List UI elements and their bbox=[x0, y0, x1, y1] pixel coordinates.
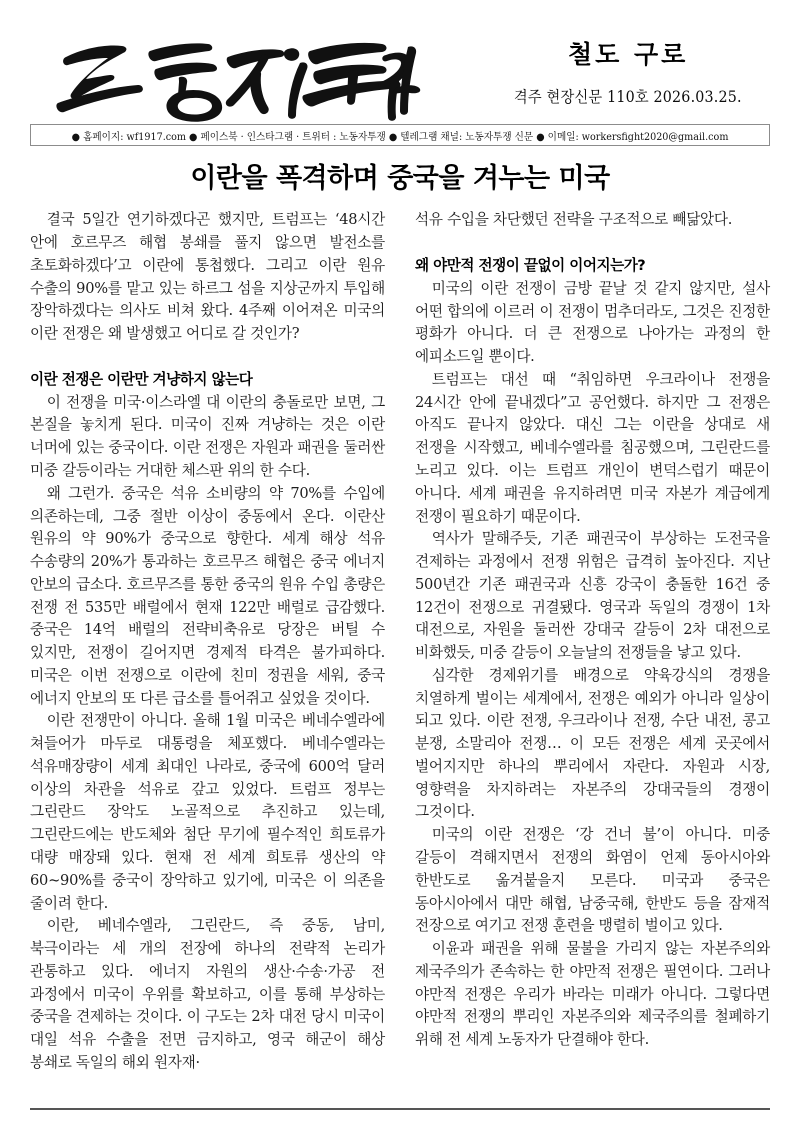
subheading-1: 이란 전쟁은 이란만 겨냥하지 않는다 bbox=[30, 370, 253, 388]
right-column bbox=[415, 209, 770, 1051]
paragraph: 심각한 경제위기를 배경으로 약육강식의 경쟁을 치열하게 벌이는 세계에서, 전쟁은 예외가 아니라 일상이 되고 있다. 이란 전쟁, 우크라이나 전쟁, 수단 내전, 콩고 분쟁, 소말리아 전쟁… 이 모든 전쟁은 세계 곳곳에서 벌어지지만 하나의 뿌리에서 자란다. 자원과 시장, 영향력을 차지하려는 자본주의 강대국들의 경쟁이 그것이다. bbox=[415, 666, 770, 821]
paragraph: 왜 그런가. 중국은 석유 소비량의 약 70%를 수입에 의존하는데, 그중 절반 이상이 중동에서 온다. 이란산 원유의 약 90%가 중국으로 향한다. 세계 해상 석유 수송량의 20%가 통과하는 호르무즈 해협은 중국 에너지 안보의 급소다. 호르무즈를 통한 중국의 원유 수입 총량은 전쟁 전 535만 배럴에서 현재 122만 배럴로 급감했다. 중국은 14억 배럴의 전략비축유로 당장은 버틸 수 있지만, 전쟁이 길어지면 경제적 타격은 불가피하다. 미국은 이번 전쟁으로 이란에 친미 정권을 세워, 중국 에너지 안보의 또 다른 급소를 틀어쥐고 싶었을 것이다. bbox=[30, 484, 385, 707]
paragraph-continuation: 석유 수입을 차단했던 전략을 구조적으로 빼닮았다. bbox=[415, 211, 733, 229]
article-body bbox=[30, 209, 770, 1074]
footer-divider bbox=[30, 1108, 770, 1110]
paragraph: 트럼프는 대선 때 “취임하면 우크라이나 전쟁을 24시간 안에 끝내겠다”고 공언했다. 하지만 그 전쟁은 아직도 끝나지 않았다. 대신 그는 이란을 상대로 새 전쟁을 시작했고, 베네수엘라를 침공했으며, 그린란드를 노리고 있다. 이는 트럼프 개인이 변덕스럽기 때문이 아니다. 세계 패권을 유지하려면 미국 자본가 계급에게 전쟁이 필요하기 때문이다. bbox=[415, 370, 770, 525]
left-column bbox=[30, 209, 385, 1074]
paragraph: 미국의 이란 전쟁이 금방 끝날 것 같지 않지만, 설사 어떤 합의에 이르러 이 전쟁이 멈추더라도, 그것은 진정한 평화가 아니다. 더 큰 전쟁으로 나아가는 과정의 한 에피소드일 뿐이다. bbox=[415, 279, 770, 366]
masthead bbox=[30, 0, 770, 112]
paragraph: 이 전쟁을 미국·이스라엘 대 이란의 충돌로만 보면, 그 본질을 놓치게 된다. 미국이 진짜 겨냥하는 것은 이란 너머에 있는 중국이다. 이란 전쟁은 자원과 패권을 둘러싼 미중 갈등이라는 거대한 체스판 위의 한 수다. bbox=[30, 393, 385, 479]
lead-paragraph: 결국 5일간 연기하겠다곤 했지만, 트럼프는 ‘48시간 안에 호르무즈 해협 봉쇄를 풀지 않으면 발전소를 초토화하겠다’고 이란에 통첩했다. 그리고 이란 원유 수출의 90%를 맡고 있는 하르그 섬을 지상군까지 투입해 장악하겠다는 의사도 비쳐 왔다. 4주째 이어져온 미국의 이란 전쟁은 왜 발생했고 어디로 갈 것인가? bbox=[30, 211, 385, 343]
subheading-2: 왜 야만적 전쟁이 끝없이 이어지는가? bbox=[415, 257, 646, 275]
edition-meta: 격주 현장신문 110호 2026.03.25. bbox=[514, 87, 743, 106]
contact-bar bbox=[30, 124, 770, 146]
paragraph: 미국의 이란 전쟁은 ‘강 건너 불’이 아니다. 미중 갈등이 격해지면서 전쟁의 화염이 언제 동아시아와 한반도로 옮겨붙을지 모른다. 미국과 중국은 동아시아에서 대만 해협, 남중국해, 한반도 등을 잠재적 전장으로 여기고 전쟁 훈련을 맹렬히 벌이고 있다. bbox=[415, 826, 770, 935]
paragraph: 이란, 베네수엘라, 그린란드, 즉 중동, 남미, 북극이라는 세 개의 전장에 하나의 전략적 논리가 관통하고 있다. 에너지 자원의 생산·수송·가공 전 과정에서 미국이 우위를 확보하고, 이를 통해 부상하는 중국을 견제하는 것이다. 이 구도는 2차 대전 당시 미국이 대일 석유 수출을 전면 금지하고, 영국 해군이 해상 봉쇄로 독일의 해외 원자재· bbox=[30, 917, 385, 1071]
paragraph: 역사가 말해주듯, 기존 패권국이 부상하는 도전국을 견제하는 과정에서 전쟁 위험은 급격히 높아진다. 지난 500년간 기존 패권국과 신흥 강국이 충돌한 16건 중 12건이 전쟁으로 귀결됐다. 영국과 독일의 경쟁이 1차 대전으로, 자원을 둘러싼 강대국 갈등이 2차 대전으로 비화했듯, 미중 갈등이 오늘날의 전쟁들을 낳고 있다. bbox=[415, 530, 770, 662]
edition-title: 철도 구로 bbox=[568, 40, 689, 70]
article-headline: 이란을 폭격하며 중국을 겨누는 미국 bbox=[190, 163, 610, 194]
newspaper-logo bbox=[30, 27, 422, 123]
paragraph: 이란 전쟁만이 아니다. 올해 1월 미국은 베네수엘라에 쳐들어가 마두로 대통령을 체포했다. 베네수엘라는 석유매장량이 세계 최대인 나라로, 중국에 600억 달러 이상의 차관을 석유로 갚고 있었다. 트럼프 정부는 그린란드 장악도 노골적으로 추진하고 있는데, 그린란드에는 반도체와 첨단 무기에 필수적인 희토류가 대량 매장돼 있다. 현재 전 세계 희토류 생산의 약 60~90%를 중국이 장악하고 있기에, 미국은 이 의존을 줄이려 한다. bbox=[30, 712, 385, 912]
paragraph: 이윤과 패권을 위해 물불을 가리지 않는 자본주의와 제국주의가 존속하는 한 야만적 전쟁은 필연이다. 그러나 야만적 전쟁은 우리가 바라는 미래가 아니다. 그렇다면 야만적 전쟁의 뿌리인 자본주의와 제국주의를 철폐하기 위해 전 세계 노동자가 단결해야 한다. bbox=[415, 940, 770, 1049]
contact-bar-text: ● 홈페이지: wf1917.com ● 페이스북 · 인스타그램 · 트위터 : 노동자투쟁 ● 텔레그램 채널: 노동자투쟁 신문 ● 이메일: workersfight2020@gmail.com bbox=[71, 131, 729, 143]
edition-info bbox=[504, 41, 770, 107]
